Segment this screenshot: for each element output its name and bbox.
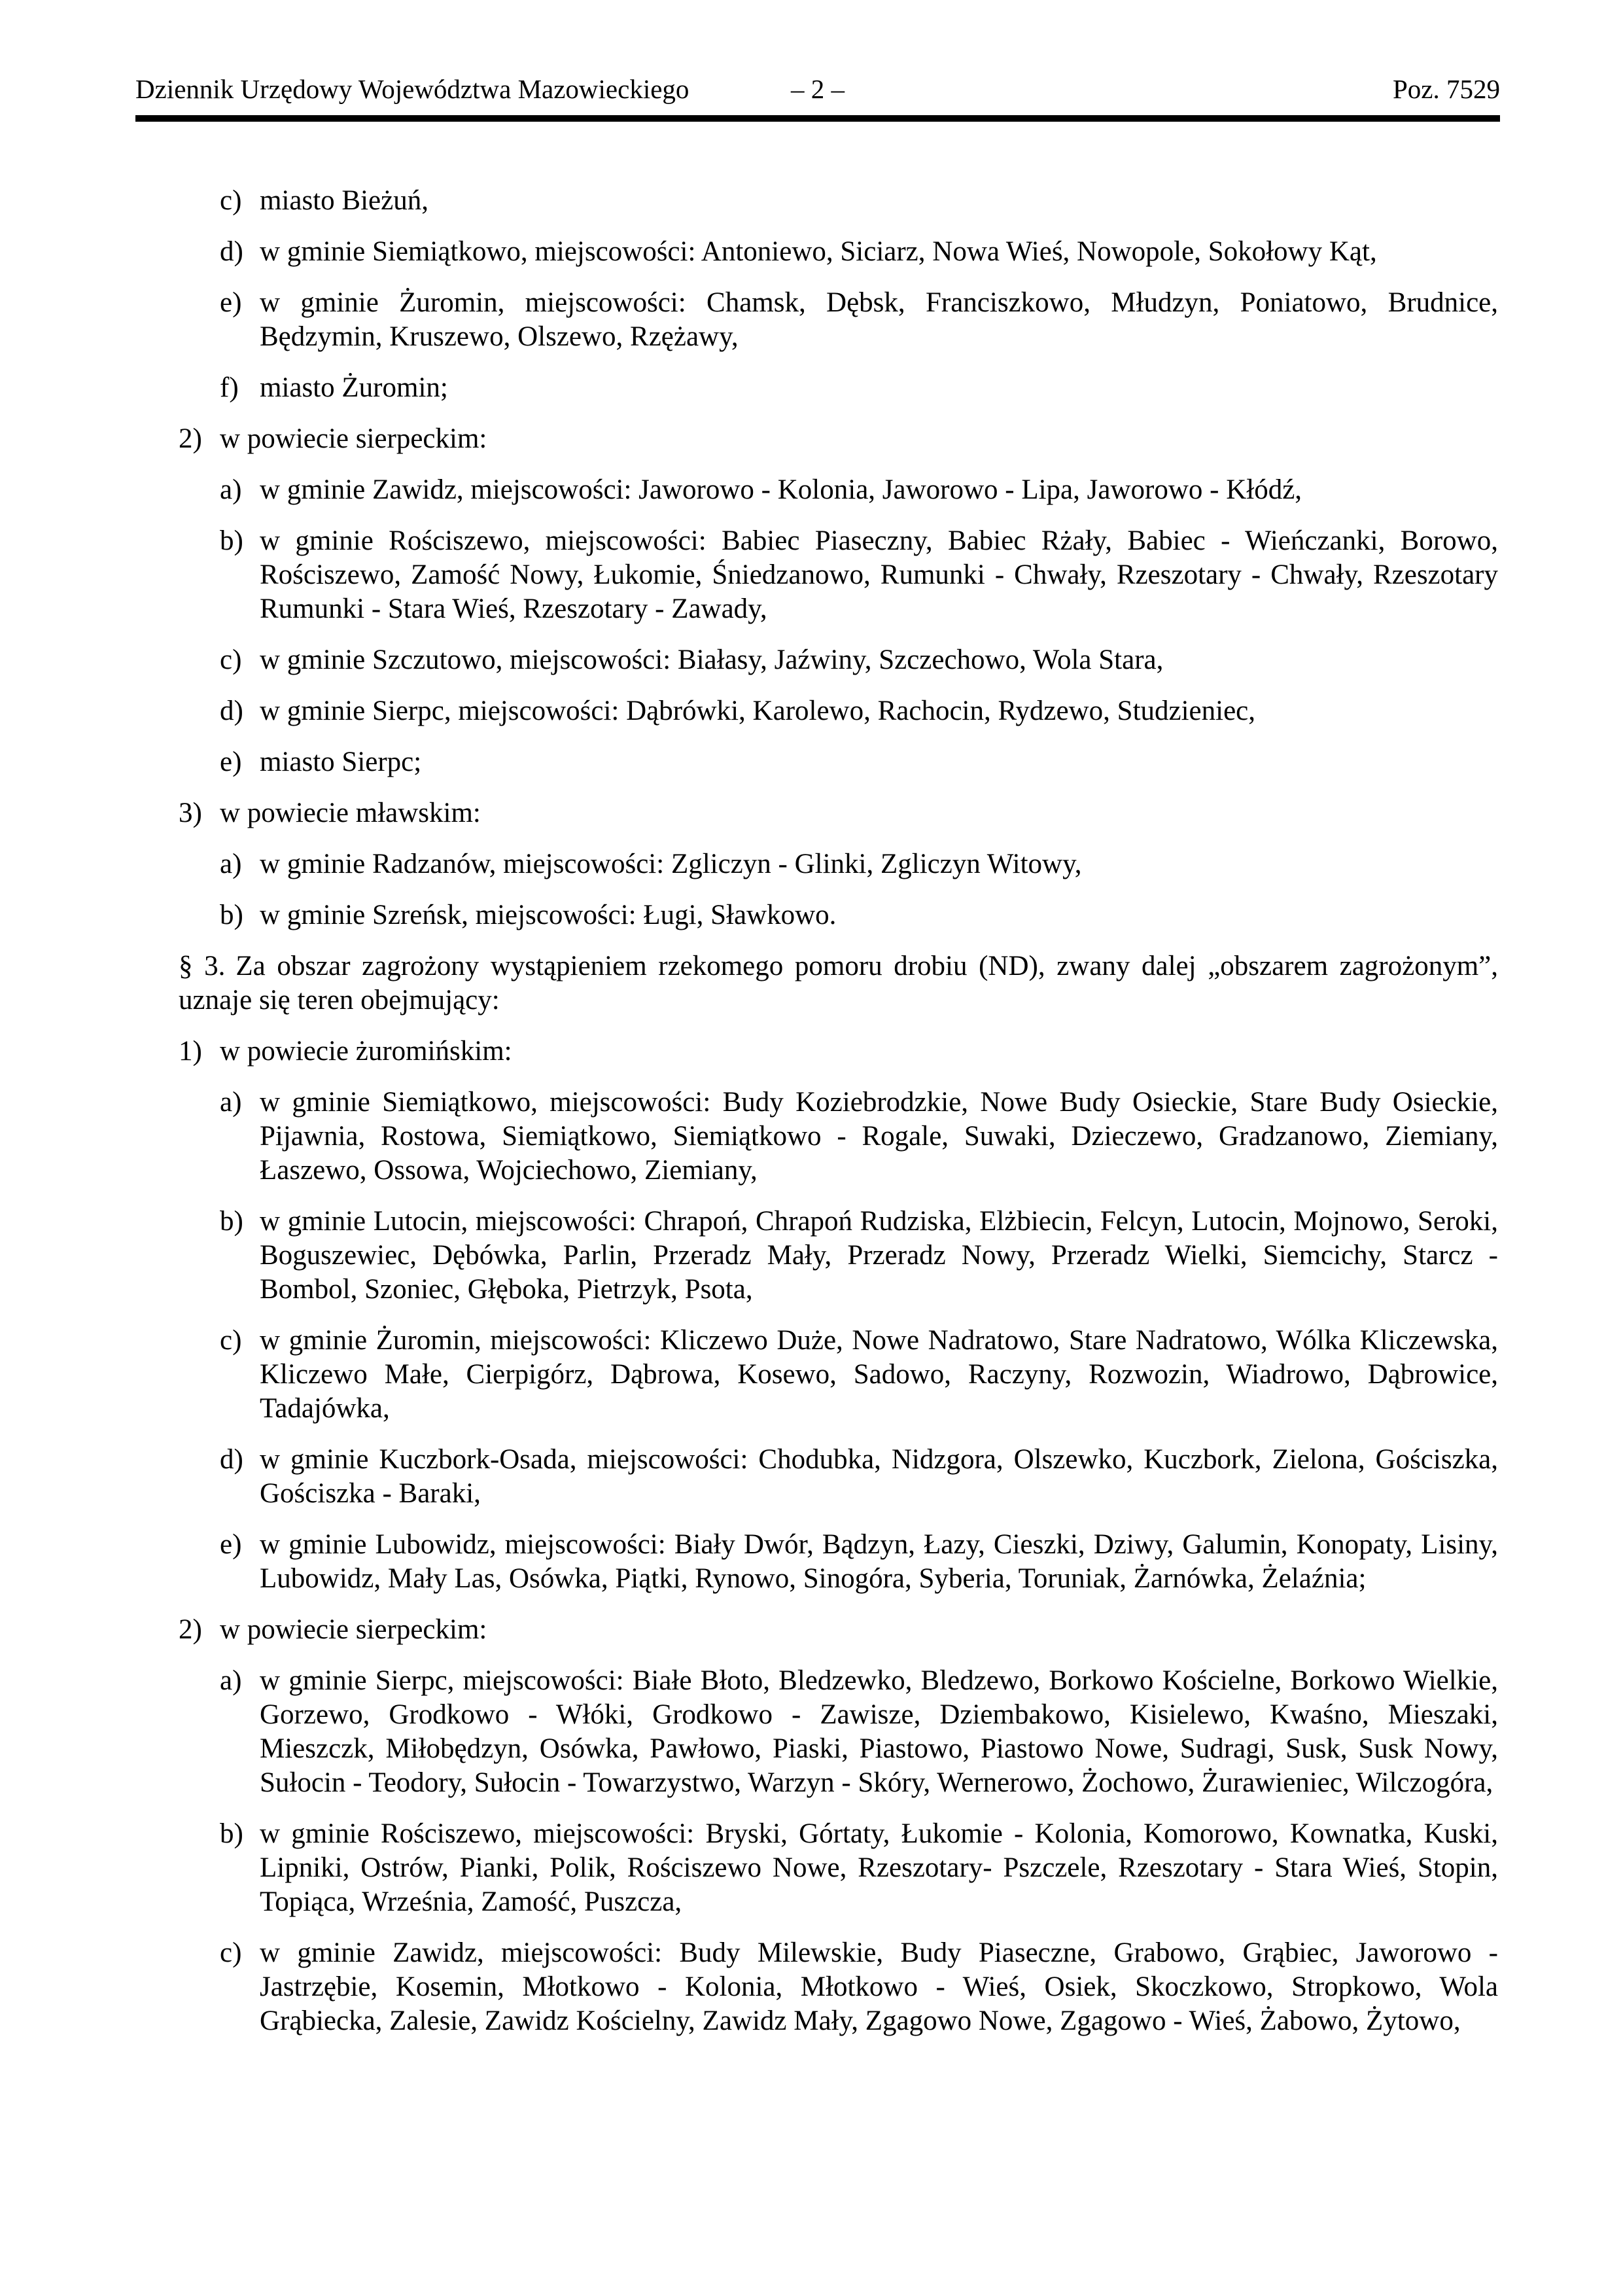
section-paragraph <box>179 949 1498 1017</box>
item-label: e) <box>220 747 242 777</box>
item-text: w gminie Żuromin, miejscowości: Chamsk, Dębsk, Franciszkowo, Młudzyn, Poniatowo, Brudnice, Będzymin, Kruszewo, Olszewo, Rzężawy, <box>260 287 1498 352</box>
item-text: w gminie Siemiątkowo, miejscowości: Antoniewo, Siciarz, Nowa Wieś, Nowopole, Sokołowy Kąt, <box>260 236 1377 267</box>
item-text: w powiecie sierpeckim: <box>220 1614 487 1645</box>
item-label: c) <box>220 645 242 675</box>
list-item <box>220 643 1498 677</box>
document-body <box>179 184 1498 2055</box>
item-label: 3) <box>179 798 202 828</box>
item-text: w gminie Lubowidz, miejscowości: Biały Dwór, Bądzyn, Łazy, Cieszki, Dziwy, Galumin, Konopaty, Lisiny, Lubowidz, Mały Las, Osówka, Piątki, Rynowo, Sinogóra, Syberia, Toruniak, Żarnówka, Żelaźnia; <box>260 1529 1498 1594</box>
list-item <box>220 694 1498 728</box>
item-text: w gminie Kuczbork-Osada, miejscowości: Chodubka, Nidzgora, Olszewko, Kuczbork, Zielona, Gościszka, Gościszka - Baraki, <box>260 1444 1498 1509</box>
item-text: miasto Bieżuń, <box>260 185 428 216</box>
item-text: w gminie Siemiątkowo, miejscowości: Budy Koziebrodzkie, Nowe Budy Osieckie, Stare Budy Osieckie, Pijawnia, Rostowa, Siemiątkowo, Siemiątkowo - Rogale, Suwaki, Dzieczewo, Gradzanowo, Ziemiany, Łaszewo, Ossowa, Wojciechowo, Ziemiany, <box>260 1087 1498 1186</box>
item-text: w gminie Sierpc, miejscowości: Białe Błoto, Bledzewko, Bledzewo, Borkowo Kościelne, Borkowo Wielkie, Gorzewo, Grodkowo - Włóki, Grodkowo - Zawisze, Dziembakowo, Kisielewo, Kwaśno, Mieszaki, Mieszczk, Miłobędzyn, Osówka, Pawłowo, Piaski, Piastowo, Piastowo Nowe, Sudragi, Susk, Susk Nowy, Sułocin - Teodory, Sułocin - Towarzystwo, Warzyn - Skóry, Wernerowo, Żochowo, Żurawieniec, Wilczogóra, <box>260 1665 1498 1798</box>
list-item <box>179 796 1498 830</box>
section-label: § 3. <box>179 951 226 981</box>
list-item <box>179 1613 1498 1647</box>
list-item <box>179 422 1498 456</box>
list-item <box>220 235 1498 269</box>
item-label: c) <box>220 185 242 216</box>
item-label: a) <box>220 1665 242 1696</box>
item-text: w powiecie sierpeckim: <box>220 423 487 454</box>
list-item <box>220 745 1498 779</box>
item-text: miasto Żuromin; <box>260 372 448 403</box>
item-label: e) <box>220 287 242 318</box>
item-text: w powiecie mławskim: <box>220 798 481 828</box>
item-label: b) <box>220 525 243 556</box>
item-text: w gminie Sierpc, miejscowości: Dąbrówki, Karolewo, Rachocin, Rydzewo, Studzieniec, <box>260 696 1256 726</box>
position-number: Poz. 7529 <box>1393 74 1500 104</box>
item-label: d) <box>220 696 243 726</box>
item-text: w gminie Radzanów, miejscowości: Zgliczyn - Glinki, Zgliczyn Witowy, <box>260 849 1082 879</box>
list-item <box>220 1817 1498 1919</box>
list-item <box>220 847 1498 881</box>
item-label: 2) <box>179 1614 202 1645</box>
item-text: w gminie Szreńsk, miejscowości: Ługi, Sławkowo. <box>260 900 837 930</box>
item-text: w gminie Lutocin, miejscowości: Chrapoń, Chrapoń Rudziska, Elżbiecin, Felcyn, Lutocin, Mojnowo, Seroki, Boguszewiec, Dębówka, Parlin, Przeradz Mały, Przeradz Nowy, Przeradz Wielki, Siemcichy, Starcz - Bombol, Szoniec, Głęboka, Pietrzyk, Psota, <box>260 1206 1498 1305</box>
item-label: d) <box>220 1444 243 1475</box>
item-label: a) <box>220 474 242 505</box>
journal-title: Dziennik Urzędowy Województwa Mazowieckiego <box>135 74 689 104</box>
list-item <box>220 1205 1498 1307</box>
list-item <box>179 1034 1498 1069</box>
list-item <box>220 371 1498 405</box>
item-label: b) <box>220 1206 243 1237</box>
item-text: w gminie Żuromin, miejscowości: Kliczewo Duże, Nowe Nadratowo, Stare Nadratowo, Wólka Kliczewska, Kliczewo Małe, Cierpigórz, Dąbrowa, Kosewo, Sadowo, Raczyny, Rozwozin, Wiadrowo, Dąbrowice, Tadajówka, <box>260 1325 1498 1424</box>
page-header <box>135 0 1500 122</box>
list-item <box>220 1664 1498 1800</box>
item-label: d) <box>220 236 243 267</box>
item-text: miasto Sierpc; <box>260 747 422 777</box>
list-item <box>220 1086 1498 1188</box>
item-text: w powiecie żuromińskim: <box>220 1036 512 1067</box>
list-item <box>220 473 1498 507</box>
list-item <box>220 1324 1498 1426</box>
section-text: Za obszar zagrożony wystąpieniem rzekomego pomoru drobiu (ND), zwany dalej „obszarem zagrożonym”, uznaje się teren obejmujący: <box>179 951 1498 1016</box>
item-label: 2) <box>179 423 202 454</box>
item-text: w gminie Rościszewo, miejscowości: Babiec Piaseczny, Babiec Rżały, Babiec - Wieńczanki, Borowo, Rościszewo, Zamość Nowy, Łukomie, Śniedzanowo, Rumunki - Chwały, Rzeszotary - Chwały, Rzeszotary Rumunki - Stara Wieś, Rzeszotary - Zawady, <box>260 525 1498 624</box>
item-label: f) <box>220 372 239 403</box>
list-item <box>220 286 1498 354</box>
list-item <box>220 184 1498 218</box>
item-text: w gminie Zawidz, miejscowości: Jaworowo - Kolonia, Jaworowo - Lipa, Jaworowo - Kłódź, <box>260 474 1302 505</box>
item-label: a) <box>220 1087 242 1118</box>
list-item <box>220 1528 1498 1596</box>
item-label: 1) <box>179 1036 202 1067</box>
item-text: w gminie Szczutowo, miejscowości: Białasy, Jaźwiny, Szczechowo, Wola Stara, <box>260 645 1164 675</box>
item-label: b) <box>220 1818 243 1849</box>
item-label: a) <box>220 849 242 879</box>
list-item <box>220 524 1498 626</box>
list-item <box>220 898 1498 932</box>
item-label: c) <box>220 1937 242 1968</box>
page-number: – 2 – <box>791 74 845 104</box>
item-label: e) <box>220 1529 242 1560</box>
item-text: w gminie Rościszewo, miejscowości: Bryski, Górtaty, Łukomie - Kolonia, Komorowo, Kownatka, Kuski, Lipniki, Ostrów, Pianki, Polik, Rościszewo Nowe, Rzeszotary- Pszczele, Rzeszotary - Stara Wieś, Stopin, Topiąca, Września, Zamość, Puszcza, <box>260 1818 1498 1917</box>
list-item <box>220 1443 1498 1511</box>
list-item <box>220 1936 1498 2038</box>
item-label: b) <box>220 900 243 930</box>
item-text: w gminie Zawidz, miejscowości: Budy Milewskie, Budy Piaseczne, Grabowo, Grąbiec, Jaworowo - Jastrzębie, Kosemin, Młotkowo - Kolonia, Młotkowo - Wieś, Osiek, Skoczkowo, Stropkowo, Wola Grąbiecka, Zalesie, Zawidz Kościelny, Zawidz Mały, Zgagowo Nowe, Zgagowo - Wieś, Żabowo, Żytowo, <box>260 1937 1498 2036</box>
item-label: c) <box>220 1325 242 1356</box>
